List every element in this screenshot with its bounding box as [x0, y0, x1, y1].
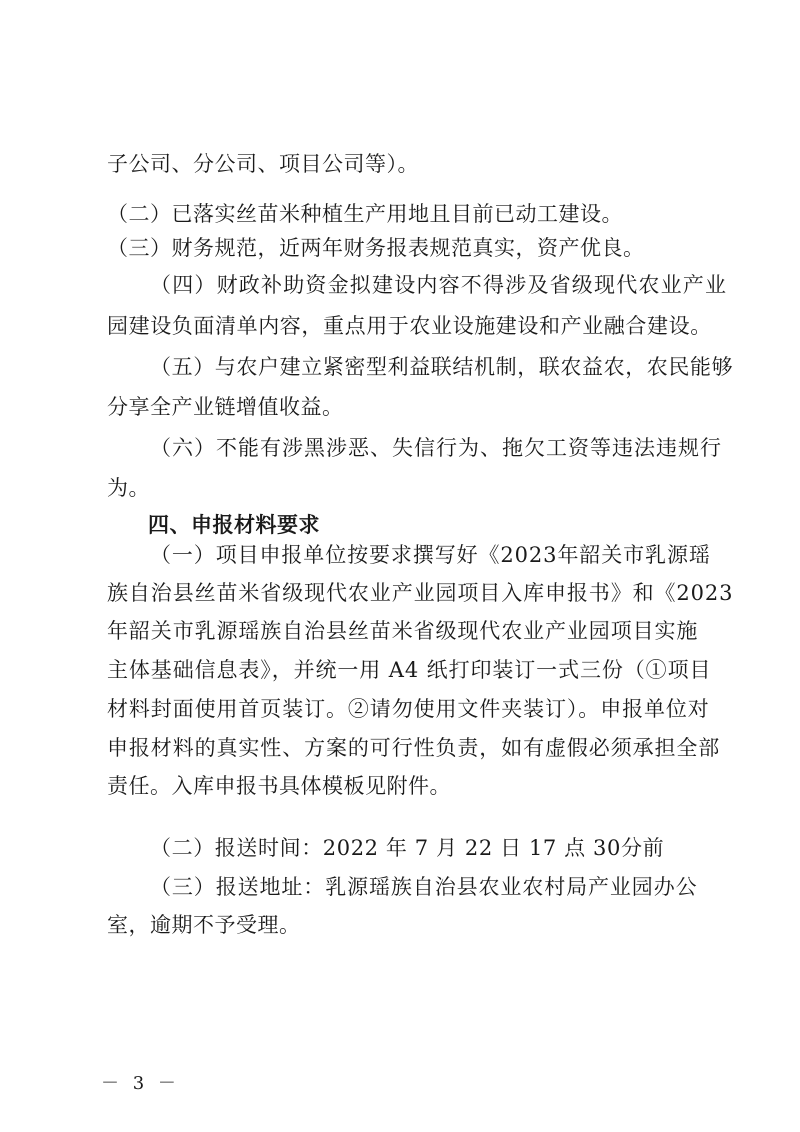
text-line-16: 申报材料的真实性、方案的可行性负责，如有虚假必须承担全部	[107, 736, 721, 760]
text-line-7: 分享全产业链增值收益。	[107, 395, 344, 419]
text-line-3: （三）财务规范，近两年财务报表规范真实，资产优良。	[107, 236, 645, 260]
page-number: － 3 －	[101, 1073, 180, 1094]
section-heading: 四、申报材料要求	[148, 513, 320, 537]
text-line-20: 室，逾期不予受理。	[107, 913, 301, 937]
text-line-18: （二）报送时间：2022 年 7 月 22 日 17 点 30分前	[150, 836, 665, 860]
text-line-12: 族自治县丝苗米省级现代农业产业园项目入库申报书》和《2023	[107, 581, 734, 605]
text-line-17: 责任。入库申报书具体模板见附件。	[107, 774, 451, 798]
text-line-2: （二）已落实丝苗米种植生产用地且目前已动工建设。	[107, 202, 623, 226]
text-line-1: 子公司、分公司、项目公司等）。	[107, 152, 419, 176]
text-line-4: （四）财政补助资金拟建设内容不得涉及省级现代农业产业	[150, 273, 728, 297]
text-line-19: （三）报送地址：乳源瑶族自治县农业农村局产业园办公	[150, 875, 698, 899]
text-line-9: 为。	[107, 476, 150, 500]
text-line-14: 主体基础信息表》，并统一用 A4 纸打印装订一式三份（①项目	[107, 658, 712, 682]
text-line-6: （五）与农户建立紧密型利益联结机制，联农益农，农民能够	[150, 355, 734, 379]
text-line-15: 材料封面使用首页装订。②请勿使用文件夹装订）。申报单位对	[107, 697, 710, 721]
text-line-11: （一）项目申报单位按要求撰写好《2023年韶关市乳源瑶	[150, 543, 711, 567]
text-line-8: （六）不能有涉黑涉恶、失信行为、拖欠工资等违法违规行	[150, 436, 722, 460]
text-line-5: 园建设负面清单内容，重点用于农业设施建设和产业融合建设。	[107, 314, 712, 338]
text-line-13: 年韶关市乳源瑶族自治县丝苗米省级现代农业产业园项目实施	[107, 619, 699, 643]
